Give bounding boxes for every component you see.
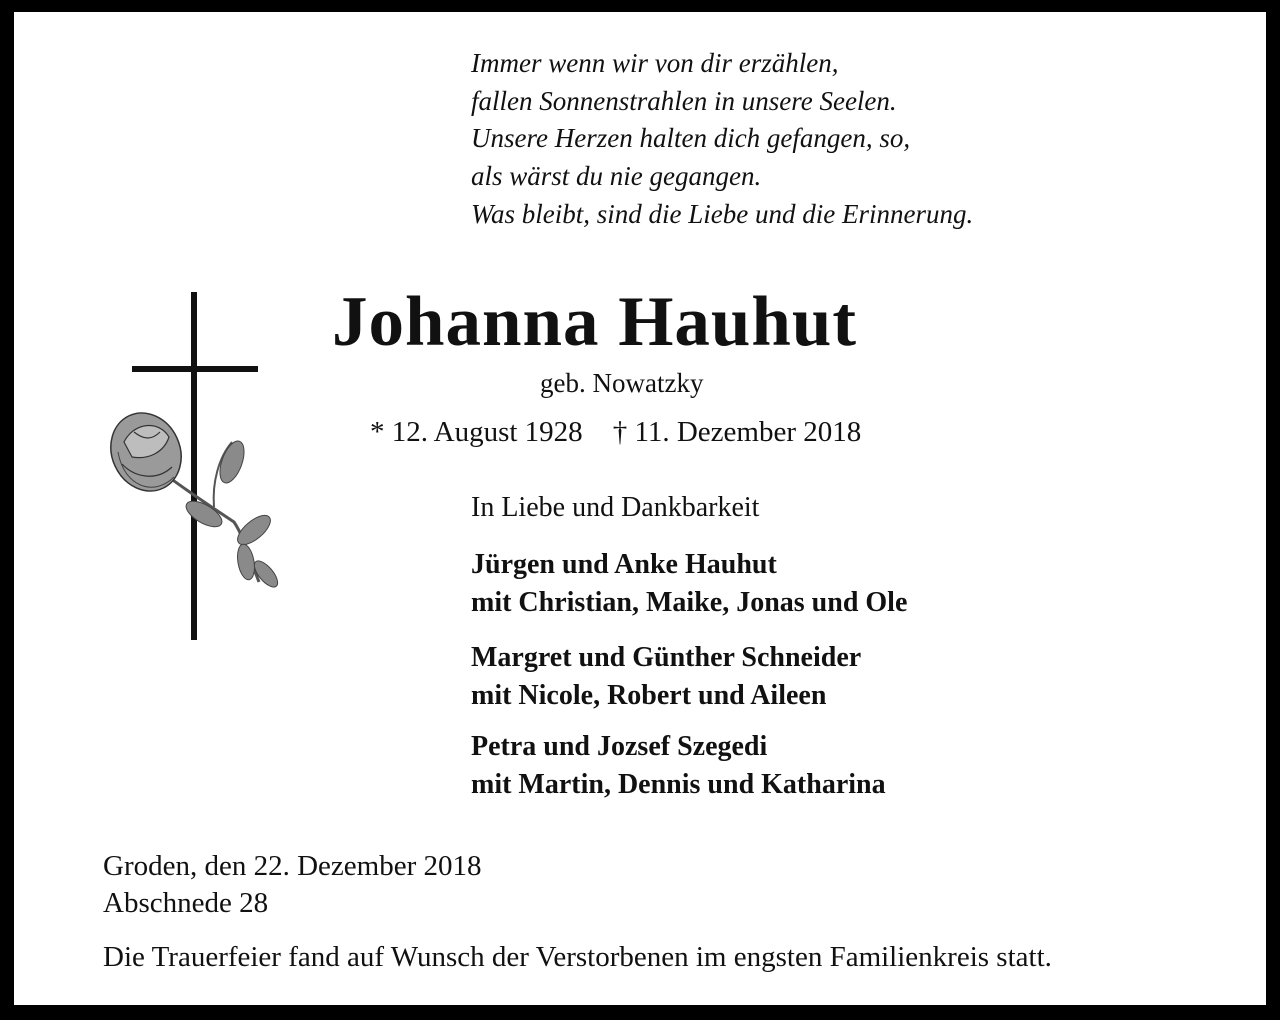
poem-line: Unsere Herzen halten dich gefangen, so, — [471, 123, 911, 154]
mourners-intro: In Liebe und Dankbarkeit — [471, 492, 760, 523]
family-parents: Petra und Jozsef Szegedi — [471, 731, 768, 762]
mourners-list — [471, 546, 907, 821]
funeral-note: Die Trauerfeier fand auf Wunsch der Verstorbenen im engsten Familienkreis statt. — [103, 941, 1052, 973]
poem-line: fallen Sonnenstrahlen in unsere Seelen. — [471, 85, 897, 116]
place-date: Groden, den 22. Dezember 2018 — [103, 850, 482, 882]
place-and-address — [103, 848, 482, 922]
life-dates — [370, 416, 891, 449]
maiden-name: geb. Nowatzky — [540, 368, 704, 398]
family-entry — [471, 639, 907, 715]
cross-with-rose-icon — [94, 292, 294, 642]
family-parents: Jürgen und Anke Hauhut — [471, 549, 777, 580]
family-entry — [471, 728, 907, 804]
poem-line: als wärst du nie gegangen. — [471, 161, 762, 192]
poem-line: Was bleibt, sind die Liebe und die Erinnerung. — [471, 198, 974, 229]
deceased-name: Johanna Hauhut — [332, 283, 858, 361]
memorial-poem — [471, 45, 973, 234]
family-children: mit Martin, Dennis und Katharina — [471, 769, 886, 800]
family-children: mit Nicole, Robert und Aileen — [471, 680, 827, 711]
death-date: † 11. Dezember 2018 — [612, 416, 862, 448]
address: Abschnede 28 — [103, 887, 269, 919]
family-children: mit Christian, Maike, Jonas und Ole — [471, 587, 908, 618]
family-parents: Margret und Günther Schneider — [471, 642, 862, 673]
family-entry — [471, 546, 907, 622]
poem-line: Immer wenn wir von dir erzählen, — [471, 48, 839, 78]
birth-date: * 12. August 1928 — [370, 416, 583, 448]
obituary-notice — [14, 12, 1266, 1005]
